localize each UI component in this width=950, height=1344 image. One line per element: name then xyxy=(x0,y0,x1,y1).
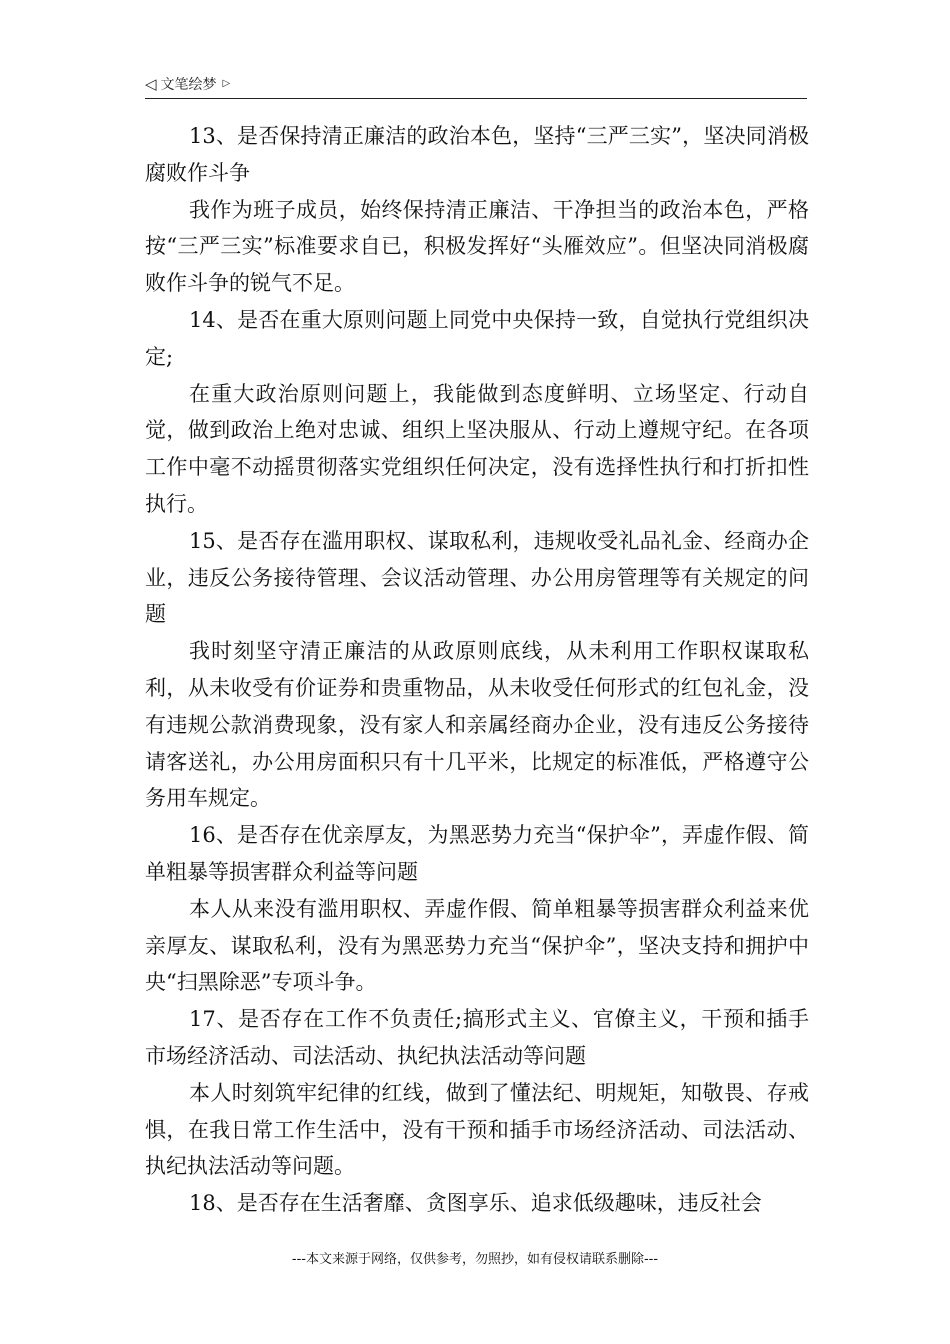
page-header xyxy=(145,70,807,99)
answer-15-paragraph: 我时刻坚守清正廉洁的从政原则底线，从未利用工作职权谋取私利，从未收受有价证券和贵重物品，从未收受任何形式的红包礼金，没有违规公款消费现象，没有家人和亲属经商办企业，没有违反公务接待请客送礼，办公用房面积只有十几平米，比规定的标准低，严格遵守公务用车规定。 xyxy=(145,639,809,811)
question-17-heading: 17、是否存在工作不负责任;搞形式主义、官僚主义，干预和插手市场经济活动、司法活动、执纪执法活动等问题 xyxy=(145,1007,809,1068)
answer-16-paragraph: 本人从来没有滥用职权、弄虚作假、简单粗暴等损害群众利益来优亲厚友、谋取私利，没有为黑恶势力充当“保护伞”，坚决支持和拥护中央“扫黑除恶”专项斗争。 xyxy=(145,896,809,995)
question-14-heading: 14、是否在重大原则问题上同党中央保持一致，自觉执行党组织决定; xyxy=(145,307,809,369)
answer-13-paragraph: 我作为班子成员，始终保持清正廉洁、干净担当的政治本色，严格按“三严三实”标准要求自已，积极发挥好“头雁效应”。但坚决同消极腐败作斗争的锐气不足。 xyxy=(145,197,809,296)
answer-17-paragraph: 本人时刻筑牢纪律的红线，做到了懂法纪、明规矩，知敬畏、存戒惧，在我日常工作生活中，没有干预和插手市场经济活动、司法活动、执纪执法活动等问题。 xyxy=(145,1080,809,1179)
document-body xyxy=(145,118,809,1222)
question-16-heading: 16、是否存在优亲厚友，为黑恶势力充当“保护伞”，弄虚作假、简单粗暴等损害群众利益等问题 xyxy=(145,823,809,884)
question-15-heading: 15、是否存在滥用职权、谋取私利，违规收受礼品礼金、经商办企业，违反公务接待管理、会议活动管理、办公用房管理等有关规定的问题 xyxy=(145,528,809,627)
header-title: 文笔绘梦 xyxy=(160,77,217,93)
triangle-left-icon: ◁ xyxy=(145,74,157,93)
question-13-heading: 13、是否保持清正廉洁的政治本色，坚持“三严三实”，坚决同消极腐败作斗争 xyxy=(145,124,809,185)
question-18-heading: 18、是否存在生活奢靡、贪图享乐、追求低级趣味，违反社会 xyxy=(189,1191,762,1216)
triangle-right-icon: ▷ xyxy=(222,78,231,89)
source-disclaimer: ---本文来源于网络，仅供参考，勿照抄，如有侵权请联系删除--- xyxy=(291,1252,659,1267)
answer-14-paragraph: 在重大政治原则问题上，我能做到态度鲜明、立场坚定、行动自觉，做到政治上绝对忠诚、组织上坚决服从、行动上遵规守纪。在各项工作中毫不动摇贯彻落实党组织任何决定，没有选择性执行和打折扣性执行。 xyxy=(145,381,809,516)
